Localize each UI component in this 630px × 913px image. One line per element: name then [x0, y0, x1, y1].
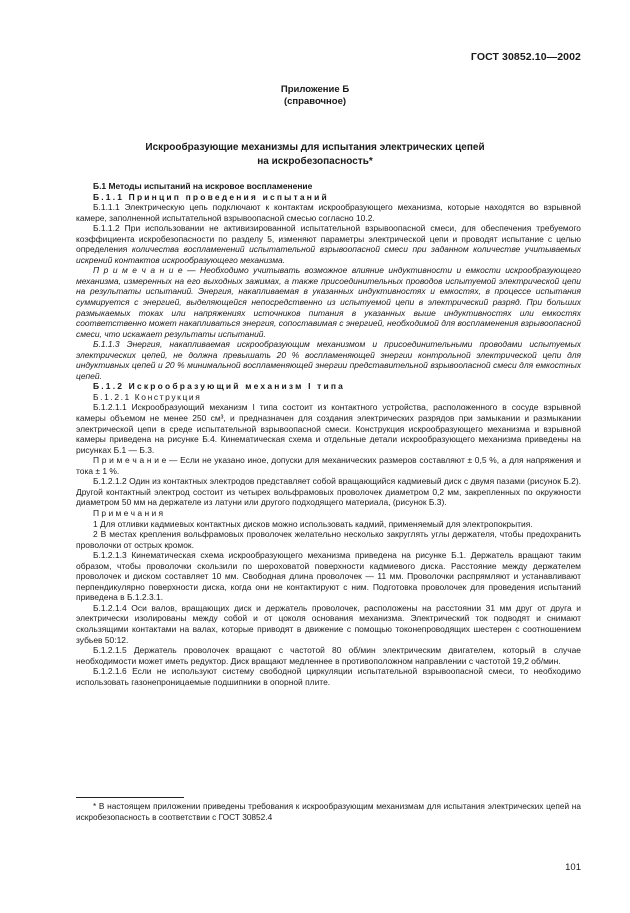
- note-1-text: Необходимо учитывать возможное влияние индуктивности и емкости искрообразующего механизма, измеренных на его выходных зажимах, а также присоединительных проводов испытуемой электрической цепи на результаты испытаний. Энергия, накапливаемая в указанных индуктивностях и емкостях, в процессе испытания суммируется с энергией, выделяющейся непосредственно из испытуемой цепи в электрический разряд. При больших размыкаемых токах или напряжениях источников питания в указанных выше индуктивностях или емкостях соответственно может накапливаться энергия, сопоставимая с энергией, необходимой для воспламенения взрывоопасной смеси, что искажает результаты испытаний.: [76, 265, 581, 339]
- footnote-divider: [76, 797, 184, 798]
- paragraph-b111: Б.1.1.1 Электрическую цепь подключают к контактам искрообразующего механизма, которые находятся во взрывной камере, заполненной испытательной взрывоопасной смесью согласно 10.2.: [76, 202, 581, 223]
- section-heading-b1: Б.1 Методы испытаний на искровое воспламенение: [93, 181, 313, 191]
- note-2-text: Если не указано иное, допуски для механических размеров составляют ± 0,5 %, а для напряжения и тока ± 1 %.: [76, 455, 582, 476]
- notes-heading: П р и м е ч а н и я: [93, 507, 164, 518]
- paragraph-b1211: Б.1.2.1.1 Искрообразующий механизм I типа состоит из контактного устройства, расположенного в сосуде взрывной камеры объемом не менее 250 см³, и предназначен для создания электрических разрядов при замыкании и размыкании электрической цепи в среде испытательной взрывоопасной смеси. Конструкция искрообразующего механизма и взрывной камеры приведена на рисунке Б.4. Кинематическая схема и отдельные детали искрообразующего механизма приведены на рисунках Б.1 — Б.3.: [76, 402, 581, 455]
- paragraph-b1213: Б.1.2.1.3 Кинематическая схема искрообразующего механизма приведена на рисунке Б.1. Держатель вращают таким образом, чтобы проволочки скользили по шероховатой поверхности кадмиевого диска. Расстояние между держателем проволочек и диском составляет 10 мм. Свободная длина проволочек — 11 мм. Проволочки распрямляют и устанавливают перпендикулярно поверхности диска, когда они не контактируют с ним. Подготовка проволочек для проведения испытаний приведена в Б.1.2.3.1.: [76, 550, 581, 603]
- paragraph-b1216: Б.1.2.1.6 Если не используют систему свободной циркуляции испытательной взрывоопасной смеси, то необходимо использовать газонепроницаемые подшипники в опорной плите.: [76, 666, 581, 687]
- footnote-text: * В настоящем приложении приведены требования к искрообразующим механизмам для испытания электрических цепей на искробезопасность в соответствии с ГОСТ 30852.4: [76, 801, 581, 822]
- paragraph-b1212: Б.1.2.1.2 Один из контактных электродов представляет собой вращающийся кадмиевый диск с двумя пазами (рисунок Б.2). Другой контактный электрод состоит из четырех вольфрамовых проволочек диаметром 0,2 мм, закрепленных по окружности диаметром 50 мм на держателе из латуни или другого подходящего материала, (рисунок Б.3).: [76, 476, 581, 508]
- footnote: [76, 801, 581, 822]
- paragraph-b112-emphasis: количества воспламенений испытательной взрывоопасной смеси при заданном количестве учитываемых искрений контактов искрообразующего механизма.: [76, 244, 581, 265]
- annex-kind: (справочное): [283, 96, 347, 107]
- section-heading-b11: Б.1.1 Принцип проведения испытаний: [93, 191, 329, 202]
- section-heading-b12: Б.1.2 Искрообразующий механизм I типа: [93, 381, 346, 392]
- note-2: [76, 455, 581, 476]
- paragraph-b112: [76, 223, 581, 265]
- document-title-line-2: на искробезопасность*: [257, 156, 373, 167]
- document-title: [0, 141, 630, 169]
- section-heading-b121: Б.1.2.1 Конструкция: [93, 391, 202, 402]
- note-item-1: 1 Для отливки кадмиевых контактных дисков можно использовать кадмий, применяемый для электропокрытия.: [93, 518, 533, 529]
- paragraph-b112-text: Б.1.1.2 При использовании не активизированной испытательной взрывоопасной смеси, для обеспечения требуемого коэффициента искробезопасности по разделу 5, изменяют параметры электрической цепи и проводят испытание с целью определения: [76, 223, 581, 255]
- paragraph-b113: Б.1.1.3 Энергия, накапливаемая искрообразующим механизмом и присоединительными проводами испытуемых электрических цепей, не должна превышать 20 % воспламеняющей энергии контрольной электрической цепи для индуктивных цепей и 20 % минимальной воспламеняющей энергии представительной взрывоопасной смеси для емкостных цепей.: [76, 339, 581, 381]
- note-2-label: П р и м е ч а н и е —: [93, 455, 178, 466]
- document-body: [76, 181, 581, 687]
- annex-title: Приложение Б: [280, 84, 350, 95]
- standard-number: ГОСТ 30852.10—2002: [470, 51, 581, 63]
- note-1: [76, 265, 581, 339]
- page-number: 101: [565, 862, 581, 873]
- document-title-line-1: Искрообразующие механизмы для испытания электрических цепей: [145, 142, 485, 153]
- note-item-2: 2 В местах крепления вольфрамовых проволочек желательно несколько закруглять углы держателя, чтобы предохранить проволочки от острых кромок.: [76, 529, 581, 550]
- note-1-label: П р и м е ч а н и е —: [93, 265, 196, 276]
- paragraph-b1214: Б.1.2.1.4 Оси валов, вращающих диск и держатель проволочек, расположены на расстоянии 31 мм друг от друга и электрически изолированы между собой и от цоколя основания механизма. Электрический ток подводят и снимают скользящими контактами на валах, которые приводят в движение с помощью токонепроводящих шестерен с соотношением зубьев 50:12.: [76, 602, 581, 645]
- paragraph-b1215: Б.1.2.1.5 Держатель проволочек вращают с частотой 80 об/мин электрическим двигателем, который в случае необходимости может иметь редуктор. Диск вращают медленнее в противоположном направлении с частотой 19,2 об/мин.: [76, 645, 581, 666]
